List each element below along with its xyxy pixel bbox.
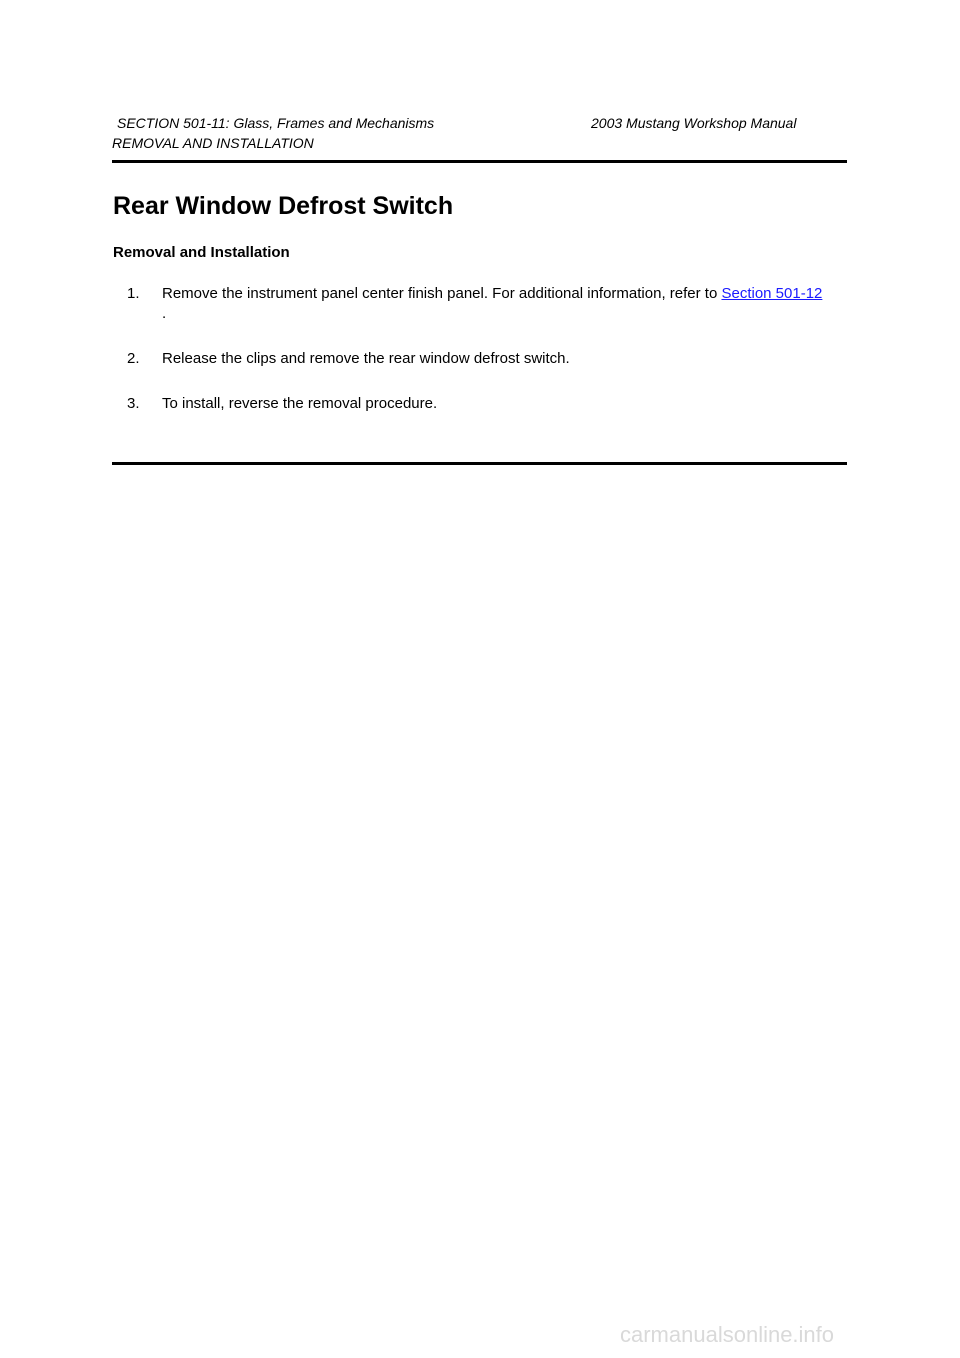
step-item-2: [127, 349, 827, 369]
header-manual-title: 2003 Mustang Workshop Manual: [591, 115, 797, 131]
step-text: Remove the instrument panel center finish panel. For additional information, refer to: [162, 285, 722, 302]
header-subheading: REMOVAL AND INSTALLATION: [112, 135, 314, 151]
watermark: carmanualsonline.info: [620, 1322, 835, 1347]
header-divider: [112, 160, 847, 163]
footer-divider: [112, 462, 847, 465]
page-title: Rear Window Defrost Switch: [113, 192, 454, 220]
step-text: Release the clips and remove the rear window defrost switch.: [162, 350, 570, 367]
step-text-end: .: [162, 305, 167, 322]
step-item-1: [127, 284, 827, 324]
step-number: 1.: [127, 285, 140, 302]
procedure-subtitle: Removal and Installation: [113, 244, 290, 261]
procedure-steps: [127, 284, 827, 439]
step-number: 3.: [127, 395, 140, 412]
section-501-12-link[interactable]: Section 501-12: [721, 285, 823, 302]
step-text: To install, reverse the removal procedure.: [162, 395, 438, 412]
step-item-3: [127, 394, 827, 414]
header-section-title: SECTION 501-11: Glass, Frames and Mechanisms: [117, 115, 435, 131]
step-number: 2.: [127, 350, 140, 367]
